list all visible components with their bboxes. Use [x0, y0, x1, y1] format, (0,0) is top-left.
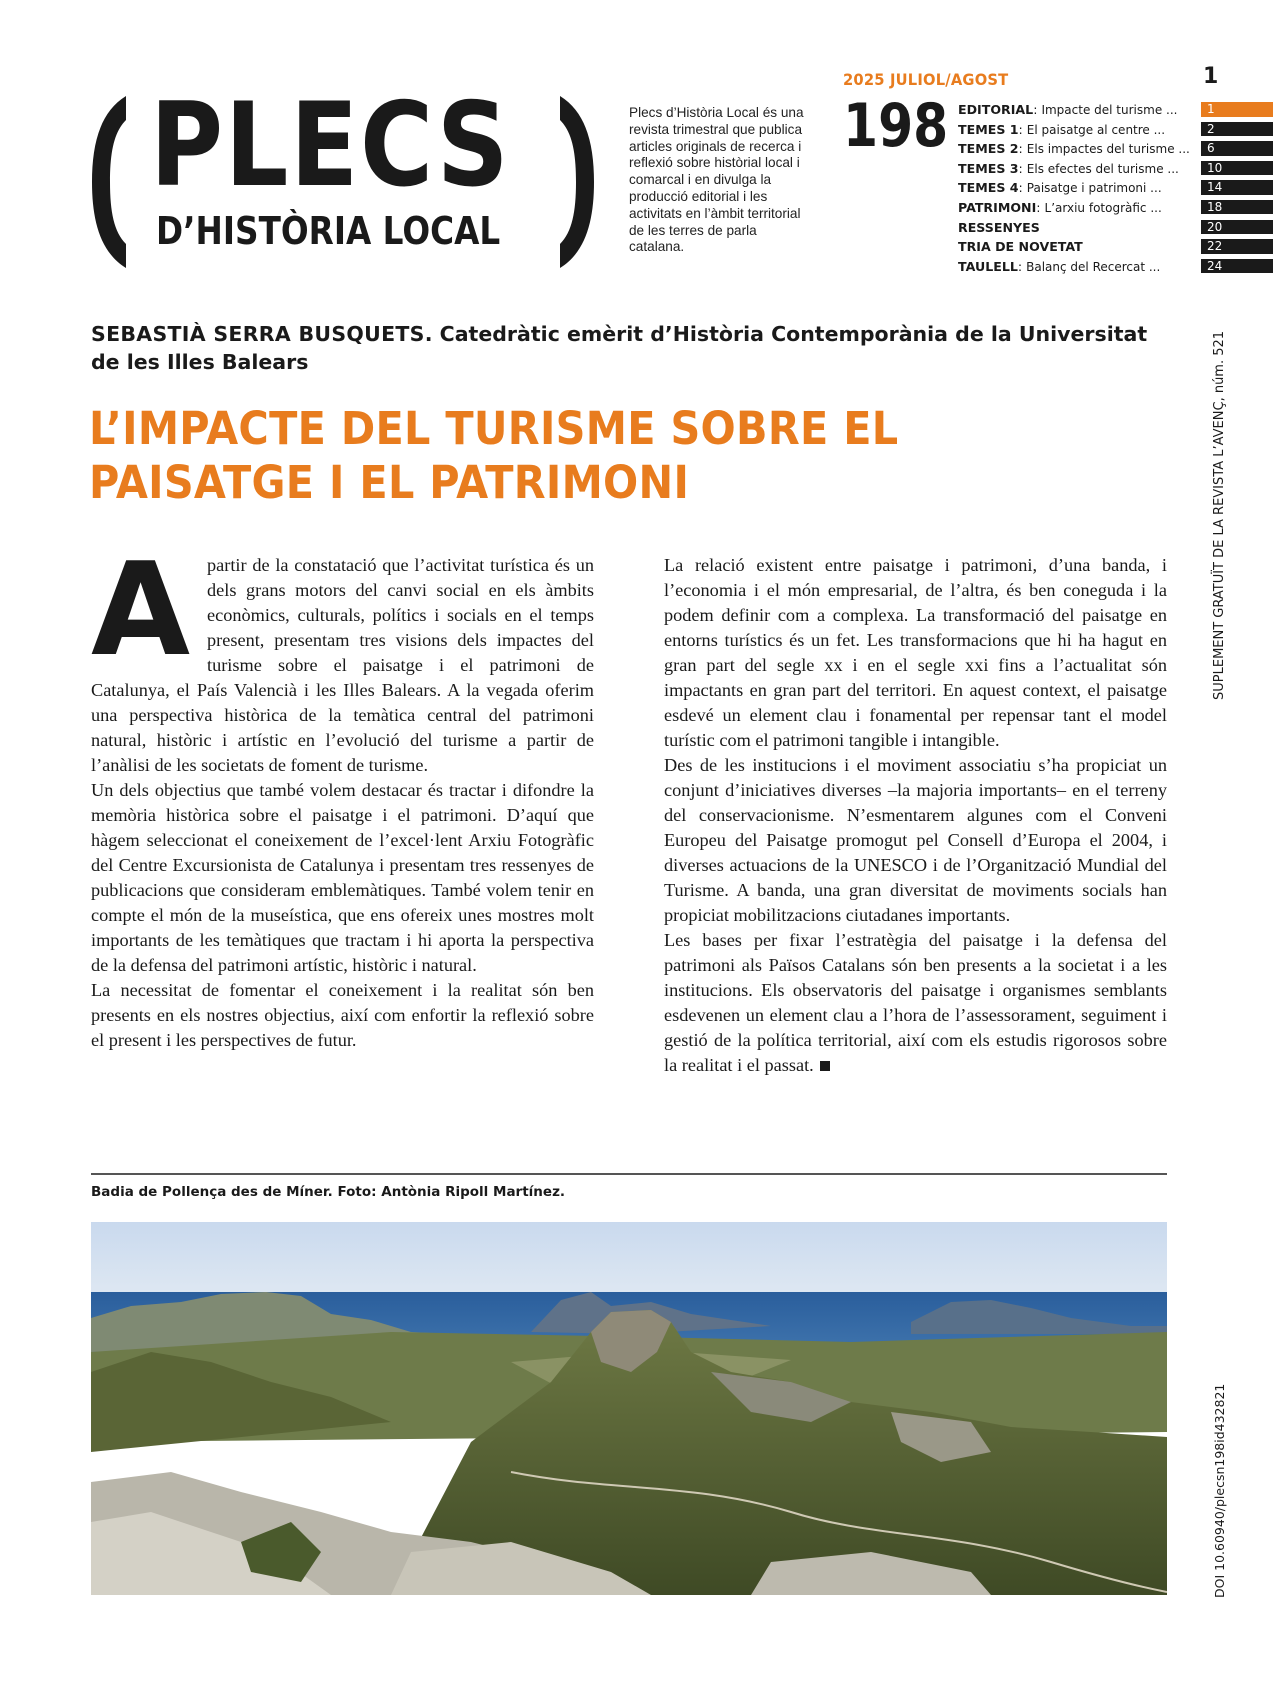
masthead-intro: Plecs d’Història Local és una revista trimestral que publica articles originals de recerca i reflexió sobre històrial local i comarcal i en divulga la producció editorial i les activitats en l’àmbit territorial de les terres de parla catalana. [629, 105, 804, 255]
paragraph: La necessitat de fomentar el coneixement i la realitat són ben presents en els nostres objectius, així com enfortir la reflexió sobre el present i les perspectives de futur. [91, 980, 594, 1050]
author-name: SEBASTIÀ SERRA BUSQUETS [91, 322, 425, 346]
masthead-logo [88, 78, 608, 278]
paragraph: Des de les institucions i el moviment associatiu s’ha propiciat un conjunt d’iniciatives diverses –la majoria importants– en el terreny del conservacionisme. N’esmentarem algunes com el Conveni Europeu del Paisatge promogut pel Consell d’Europa el 2004, i diverses actuacions de la UNESCO i de l’Organització Mundial del Turisme. A banda, una gran diversitat de moviments socials han propiciat mobilitzacions ciutadanes importants. [664, 755, 1167, 925]
article-column-1 [91, 536, 594, 1053]
table-of-contents [958, 102, 1258, 278]
toc-item-temes-2[interactable]: TEMES 2: Els impactes del turisme ... 6 [958, 141, 1258, 161]
toc-item-temes-4[interactable]: TEMES 4: Paisatge i patrimoni ... 14 [958, 180, 1258, 200]
toc-description: Impacte del turisme ... [1041, 103, 1178, 117]
photo-caption: Badia de Pollença des de Míner. Foto: Antònia Ripoll Martínez. [91, 1184, 566, 1200]
toc-description: L’arxiu fotogràfic ... [1044, 200, 1162, 215]
article-column-2 [664, 553, 1167, 1078]
article-byline [91, 320, 1171, 376]
toc-page-badge: 14 [1201, 180, 1273, 195]
supplement-note: SUPLEMENT GRATUÏT DE LA REVISTA L’AVENÇ, núm. 521 [1212, 330, 1227, 700]
logo-subtitle: D’HISTÒRIA LOCAL [156, 209, 501, 253]
doi-link[interactable]: DOI 10.60940/plecsn198id432821 [1212, 1383, 1227, 1598]
toc-description: Els efectes del turisme ... [1026, 161, 1179, 176]
author-role: . Catedràtic emèrit d’Història Contemporània de la Universitat de les Illes Balears [91, 322, 1148, 374]
toc-item-temes-1[interactable]: TEMES 1: El paisatge al centre ... 2 [958, 122, 1258, 142]
toc-section: TRIA DE NOVETAT [958, 239, 1083, 255]
toc-page-badge: 1 [1201, 102, 1273, 117]
caption-divider [91, 1173, 1167, 1175]
toc-description: Balanç del Recercat ... [1026, 259, 1161, 274]
article-title: L’IMPACTE DEL TURISME SOBRE EL PAISATGE I EL PATRIMONI [89, 402, 899, 509]
toc-page-badge: 2 [1201, 122, 1273, 137]
toc-item-patrimoni[interactable]: PATRIMONI: L’arxiu fotogràfic ... 18 [958, 200, 1258, 220]
toc-section: TEMES 3 [958, 160, 1019, 176]
toc-page-badge: 24 [1201, 259, 1273, 274]
toc-item-taulell[interactable]: TAULELL: Balanç del Recercat ... 24 [958, 259, 1258, 279]
paragraph: Un dels objectius que també volem destacar és tractar i difondre la memòria històrica sobre el paisatge i el patrimoni. D’aquí que hàgem seleccionat el coneixement de l’excel·lent Arxiu Fotogràfic del Centre Excursionista de Catalunya i presentam tres ressenyes de publicacions que consideram emblemàtiques. També volem tenir en compte el món de la museística, que ens ofereix unes mostres molt importants de les temàtiques que tractam i hi aporta la perspectiva de la defensa del patrimoni artístic, històric i natural. [91, 780, 594, 975]
drop-cap: A [91, 536, 191, 685]
logo-title: PLECS [150, 78, 511, 213]
toc-page-badge: 18 [1201, 200, 1273, 215]
toc-page-badge: 22 [1201, 239, 1273, 254]
issue-number: 198 [843, 91, 949, 161]
toc-section: TEMES 4 [958, 180, 1019, 196]
toc-section: TEMES 2 [958, 141, 1019, 157]
toc-item-ressenyes[interactable] [958, 220, 1258, 240]
toc-section: TAULELL [958, 258, 1018, 274]
left-bracket-icon [88, 94, 128, 270]
end-mark-icon [820, 1061, 830, 1071]
landscape-photo [91, 1222, 1167, 1595]
toc-description: Paisatge i patrimoni ... [1026, 181, 1162, 196]
paragraph-text: Les bases per fixar l’estratègia del paisatge i la defensa del patrimoni als Països Catalans són ben presents a la societat i a les institucions. Els observatoris del paisatge i organismes semblants esdevenen un element clau a l’hora de l’assessorament, seguiment i gestió de la política territorial, així com els estudis rigorosos sobre la realitat i el passat. [664, 930, 1167, 1075]
paragraph-last [664, 928, 1167, 1078]
toc-description: Els impactes del turisme ... [1026, 142, 1190, 157]
toc-page-badge: 20 [1201, 220, 1273, 235]
paragraph: partir de la constatació que l’activitat turística és un dels grans motors del canvi social en els àmbits econòmics, culturals, polítics i socials en el temps present, presentam tres visions dels impactes del turisme sobre el paisatge i el patrimoni de Catalunya, el País Valencià i les Illes Balears. A la vegada oferim una perspectiva històrica de la temàtica central del patrimoni natural, històric i artístic en l’evolució del turisme a partir de l’anàlisi de les societats de foment de turisme. [91, 555, 594, 775]
toc-description: El paisatge al centre ... [1026, 122, 1166, 137]
toc-page-badge: 6 [1201, 141, 1273, 156]
paragraph: La relació existent entre paisatge i patrimoni, d’una banda, i l’economia i el món empresarial, de l’altra, és ben coneguda i la podem definir com a complexa. La transformació del paisatge en entorns turístics és un fet. Les transformacions que hi ha hagut en gran part del segle xx i en el segle xxi fins a l’actualitat són impactants en gran part del territori. En aquest context, el paisatge esdevé un element clau i fonamental per repensar tant el model turístic com el patrimoni tangible i intangible. [664, 555, 1167, 750]
right-bracket-icon [558, 94, 598, 270]
page-number: 1 [1203, 64, 1219, 89]
toc-section: PATRIMONI [958, 199, 1037, 215]
toc-section: TEMES 1 [958, 121, 1019, 137]
toc-item-editorial[interactable]: EDITORIAL: Impacte del turisme ... 1 [958, 102, 1258, 122]
landscape-illustration [91, 1222, 1167, 1595]
toc-section: EDITORIAL [958, 102, 1034, 117]
toc-item-tria-de-novetat[interactable] [958, 239, 1258, 259]
toc-page-badge: 10 [1201, 161, 1273, 176]
toc-section: RESSENYES [958, 219, 1040, 235]
issue-date: 2025 JULIOL/AGOST [843, 70, 1009, 89]
toc-item-temes-3[interactable]: TEMES 3: Els efectes del turisme ... 10 [958, 161, 1258, 181]
